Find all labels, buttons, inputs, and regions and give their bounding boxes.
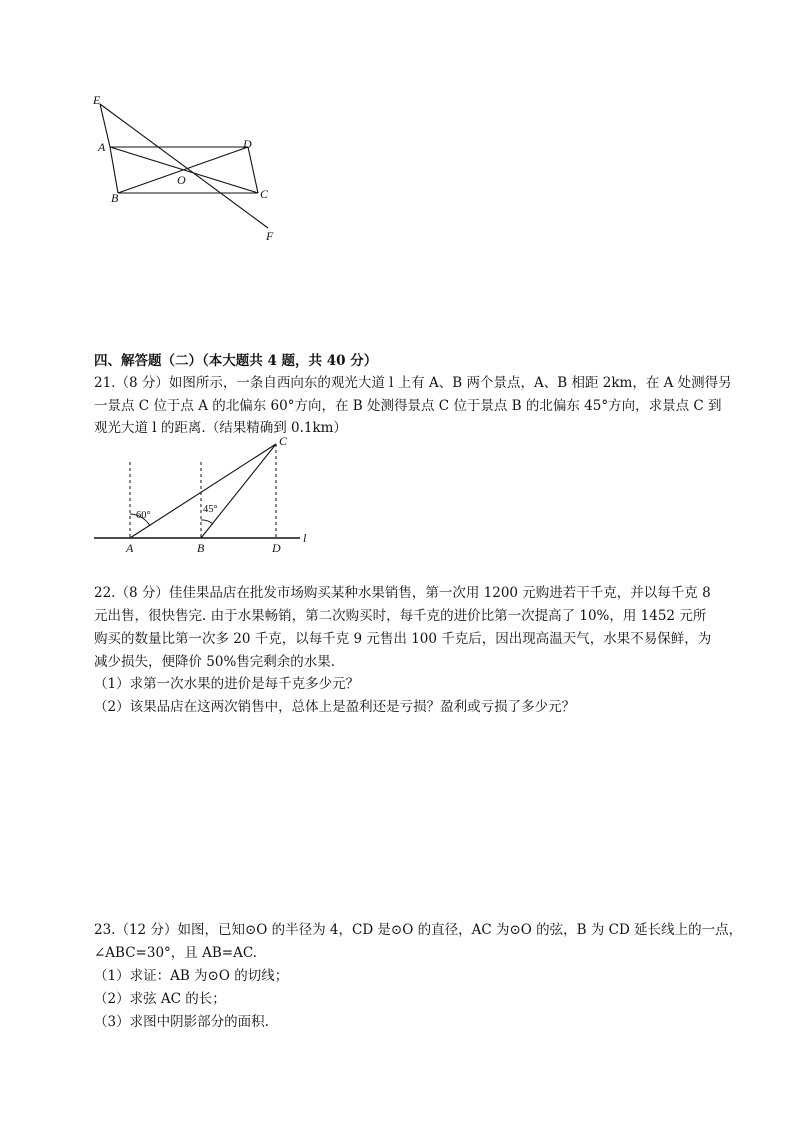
- point-a-label: A: [126, 541, 134, 555]
- label-a: A: [98, 140, 106, 154]
- road-figure: [88, 430, 328, 560]
- label-d: D: [243, 137, 252, 151]
- label-b: B: [111, 191, 119, 205]
- q23-line-2: ∠ABC=30°，且 AB=AC.: [94, 945, 257, 961]
- q23-part-2: （2）求弦 AC 的长；: [94, 991, 226, 1007]
- line-l-label: l: [303, 531, 307, 545]
- q22-line-3: 购买的数量比第一次多 20 千克，以每千克 9 元售出 100 千克后，因出现高温天气，水果不易保鲜，为: [94, 631, 712, 647]
- point-b-label: B: [197, 541, 205, 555]
- label-e: E: [93, 93, 101, 107]
- point-d-label: D: [272, 541, 281, 555]
- q21-line-1: 21.（8 分）如图所示，一条自西向东的观光大道 l 上有 A、B 两个景点，A、B 相距 2km，在 A 处测得另: [94, 375, 732, 391]
- q21-line-3: 观光大道 l 的距离.（结果精确到 0.1km）: [94, 420, 347, 436]
- q23-part-1: （1）求证：AB 为⊙O 的切线；: [94, 968, 289, 984]
- q22-line-4: 减少损失，便降价 50%售完剩余的水果.: [94, 654, 336, 670]
- q23-part-3: （3）求图中阴影部分的面积.: [94, 1014, 269, 1030]
- angle-45-label: 45°: [203, 504, 218, 515]
- section-heading: 四、解答题（二）（本大题共 4 题，共 40 分）: [94, 353, 378, 369]
- q21-line-2: 一景点 C 位于点 A 的北偏东 60°方向，在 B 处测得景点 C 位于景点 B 的北偏东 45°方向，求景点 C 到: [94, 398, 722, 414]
- q22-part-2: （2）该果品店在这两次销售中，总体上是盈利还是亏损？盈利或亏损了多少元？: [94, 699, 576, 715]
- q22-line-1: 22.（8 分）佳佳果品店在批发市场购买某种水果销售，第一次用 1200 元购进若干千克，并以每千克 8: [94, 585, 711, 601]
- label-o: O: [177, 173, 186, 187]
- label-c: C: [260, 187, 269, 201]
- q22-part-1: （1）求第一次水果的进价是每千克多少元？: [94, 676, 360, 692]
- point-c-label: C: [279, 434, 288, 448]
- angle-60-label: 60°: [136, 510, 151, 521]
- parallelogram-figure: [88, 90, 288, 250]
- q22-line-2: 元出售，很快售完. 由于水果畅销，第二次购买时，每千克的进价比第一次提高了 10%，用 1452 元所: [94, 608, 707, 624]
- q23-line-1: 23.（12 分）如图，已知⊙O 的半径为 4，CD 是⊙O 的直径，AC 为⊙O 的弦，B 为 CD 延长线上的一点，: [94, 922, 743, 938]
- label-f: F: [266, 229, 274, 243]
